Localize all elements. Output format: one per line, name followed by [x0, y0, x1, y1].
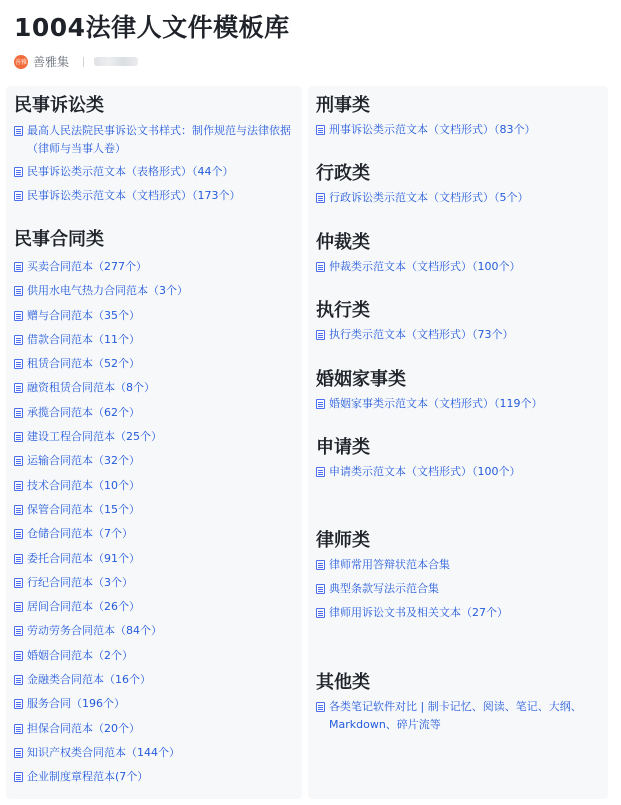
- section-other: [316, 672, 602, 734]
- document-icon: [14, 167, 23, 177]
- section-administrative: [316, 163, 602, 207]
- doc-link[interactable]: 民事诉讼类示范文本（文档形式）（173个）: [14, 187, 296, 205]
- document-icon: [14, 724, 23, 734]
- document-icon: [316, 702, 325, 712]
- document-icon: [14, 675, 23, 685]
- document-icon: [14, 626, 23, 636]
- doc-link[interactable]: 执行类示范文本（文档形式）（73个）: [316, 326, 602, 344]
- doc-link[interactable]: 婚姻合同范本（2个）: [14, 644, 296, 668]
- document-icon: [14, 311, 23, 321]
- document-icon: [14, 262, 23, 272]
- doc-link[interactable]: 运输合同范本（32个）: [14, 449, 296, 473]
- doc-link[interactable]: 借款合同范本（11个）: [14, 328, 296, 352]
- doc-link[interactable]: 仓储合同范本（7个）: [14, 522, 296, 546]
- section-application: [316, 437, 602, 481]
- section-heading: 行政类: [316, 163, 370, 184]
- section-heading: 其他类: [316, 672, 370, 693]
- document-icon: [316, 399, 325, 409]
- section-arbitration: [316, 232, 602, 276]
- doc-link[interactable]: 租赁合同范本（52个）: [14, 352, 296, 376]
- doc-link[interactable]: 委托合同范本（91个）: [14, 547, 296, 571]
- doc-link[interactable]: 行政诉讼类示范文本（文档形式）（5个）: [316, 189, 602, 207]
- document-icon: [14, 602, 23, 612]
- blurred-info: [94, 57, 138, 66]
- doc-link[interactable]: 最高人民法院民事诉讼文书样式：制作规范与法律依据（律师与当事人卷）: [14, 122, 296, 158]
- section-family: [316, 369, 602, 413]
- doc-link[interactable]: 律师常用答辩状范本合集: [316, 556, 602, 574]
- author-avatar[interactable]: 善雅: [14, 55, 28, 69]
- doc-link[interactable]: 承揽合同范本（62个）: [14, 401, 296, 425]
- doc-link[interactable]: 律师用诉讼文书及相关文本（27个）: [316, 604, 602, 622]
- document-icon: [14, 578, 23, 588]
- document-icon: [14, 335, 23, 345]
- document-icon: [14, 286, 23, 296]
- doc-link[interactable]: 买卖合同范本（277个）: [14, 255, 296, 279]
- document-icon: [316, 560, 325, 570]
- document-icon: [14, 432, 23, 442]
- doc-link[interactable]: 服务合同（196个）: [14, 692, 296, 716]
- doc-link[interactable]: 供用水电气热力合同范本（3个）: [14, 279, 296, 303]
- document-icon: [14, 748, 23, 758]
- doc-link[interactable]: 金融类合同范本（16个）: [14, 668, 296, 692]
- doc-link[interactable]: 刑事诉讼类示范文本（文档形式）（83个）: [316, 121, 602, 139]
- doc-link[interactable]: 仲裁类示范文本（文档形式）（100个）: [316, 258, 602, 276]
- section-heading: 刑事类: [316, 95, 370, 116]
- author-name[interactable]: 善雅集: [33, 55, 70, 69]
- section-heading: 执行类: [316, 300, 370, 321]
- document-icon: [316, 608, 325, 618]
- doc-link[interactable]: 劳动劳务合同范本（84个）: [14, 619, 296, 643]
- doc-link[interactable]: 居间合同范本（26个）: [14, 595, 296, 619]
- section-criminal: [316, 95, 602, 139]
- right-column: [308, 86, 608, 799]
- page-title: 1004法律人文件模板库: [14, 13, 290, 42]
- document-icon: [316, 262, 325, 272]
- document-icon: [316, 125, 325, 135]
- document-icon: [14, 191, 23, 201]
- section-lawyer: [316, 530, 602, 622]
- doc-link[interactable]: 保管合同范本（15个）: [14, 498, 296, 522]
- section-civil-litigation: [14, 95, 296, 205]
- document-icon: [316, 193, 325, 203]
- doc-link[interactable]: 建设工程合同范本（25个）: [14, 425, 296, 449]
- document-icon: [14, 651, 23, 661]
- doc-link[interactable]: 行纪合同范本（3个）: [14, 571, 296, 595]
- section-heading: 仲裁类: [316, 232, 370, 253]
- document-icon: [14, 699, 23, 709]
- doc-link[interactable]: 知识产权类合同范本（144个）: [14, 741, 296, 765]
- divider: [83, 57, 84, 67]
- doc-link[interactable]: 民事诉讼类示范文本（表格形式）（44个）: [14, 163, 296, 181]
- document-icon: [14, 529, 23, 539]
- document-icon: [316, 584, 325, 594]
- doc-link[interactable]: 各类笔记软件对比 | 制卡记忆、阅读、笔记、大纲、Markdown、碎片流等: [316, 698, 602, 734]
- document-icon: [316, 330, 325, 340]
- doc-link[interactable]: 技术合同范本（10个）: [14, 474, 296, 498]
- document-icon: [14, 772, 23, 782]
- section-heading: 律师类: [316, 530, 370, 551]
- section-enforcement: [316, 300, 602, 344]
- left-column: [6, 86, 302, 799]
- doc-link[interactable]: 企业制度章程范本(7个）: [14, 765, 296, 789]
- section-heading: 民事诉讼类: [14, 95, 104, 116]
- section-heading: 婚姻家事类: [316, 369, 406, 390]
- section-heading: 申请类: [316, 437, 370, 458]
- doc-link[interactable]: 典型条款写法示范合集: [316, 580, 602, 598]
- document-icon: [14, 126, 23, 136]
- doc-link[interactable]: 赠与合同范本（35个）: [14, 304, 296, 328]
- author-meta: [14, 53, 138, 70]
- doc-link[interactable]: 融资租赁合同范本（8个）: [14, 376, 296, 400]
- document-icon: [14, 481, 23, 491]
- document-icon: [14, 383, 23, 393]
- document-icon: [14, 408, 23, 418]
- section-heading: 民事合同类: [14, 229, 104, 250]
- document-icon: [316, 467, 325, 477]
- section-civil-contract: [14, 229, 296, 790]
- document-icon: [14, 456, 23, 466]
- document-icon: [14, 554, 23, 564]
- doc-link[interactable]: 担保合同范本（20个）: [14, 717, 296, 741]
- doc-link[interactable]: 申请类示范文本（文档形式）（100个）: [316, 463, 602, 481]
- document-icon: [14, 359, 23, 369]
- document-icon: [14, 505, 23, 515]
- doc-link[interactable]: 婚姻家事类示范文本（文档形式）（119个）: [316, 395, 602, 413]
